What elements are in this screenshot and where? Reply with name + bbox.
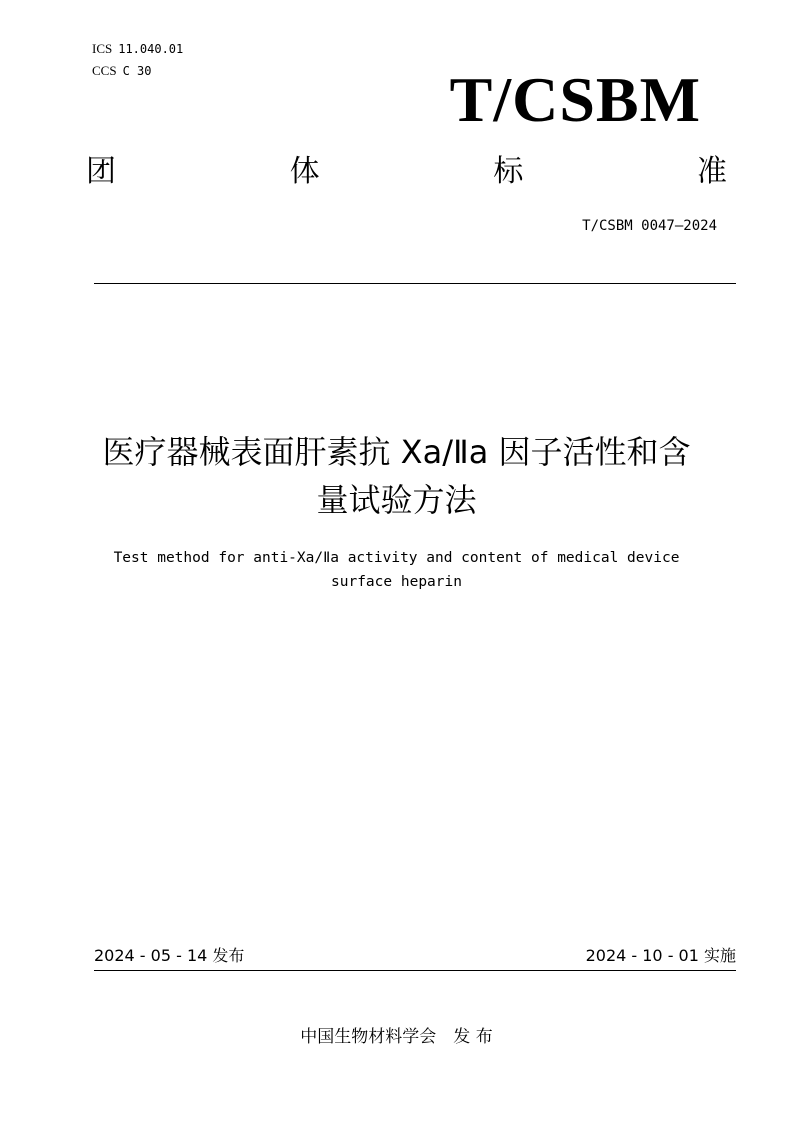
- document-type: [86, 150, 727, 194]
- document-number: T/CSBM 0047—2024: [582, 218, 717, 234]
- footer-divider: [94, 970, 736, 971]
- ics-value: 11.040.01: [118, 42, 184, 56]
- publisher: 中国生物材料学会 发 布: [300, 1027, 493, 1047]
- publish-date: 2024 - 05 - 14 发布: [94, 946, 245, 965]
- title-zh-line: 量试验方法: [316, 481, 477, 519]
- ccs-value: C 30: [122, 64, 152, 78]
- ics-code: [92, 38, 183, 60]
- classification-codes: [92, 38, 183, 82]
- title-en-line: Test method for anti-Xa/Ⅱa activity and content of medical device: [113, 550, 680, 566]
- title-chinese: [60, 428, 733, 524]
- implement-date: 2024 - 10 - 01 实施: [585, 946, 736, 965]
- doc-type-char: 准: [696, 154, 727, 189]
- doc-type-char: 团: [86, 154, 116, 189]
- date-row: [94, 944, 736, 968]
- doc-type-char: 标: [493, 154, 524, 189]
- ccs-code: [92, 60, 183, 82]
- ics-label: ICS: [92, 41, 113, 56]
- title-zh-line: 医疗器械表面肝素抗 Xa/Ⅱa 因子活性和含: [102, 433, 691, 471]
- header-divider: [94, 283, 736, 284]
- doc-type-char: 体: [289, 154, 320, 189]
- title-english: [70, 546, 723, 594]
- title-en-line: surface heparin: [331, 574, 462, 590]
- brand-logo-text: T/CSBM: [449, 64, 701, 135]
- ccs-label: CCS: [92, 63, 117, 78]
